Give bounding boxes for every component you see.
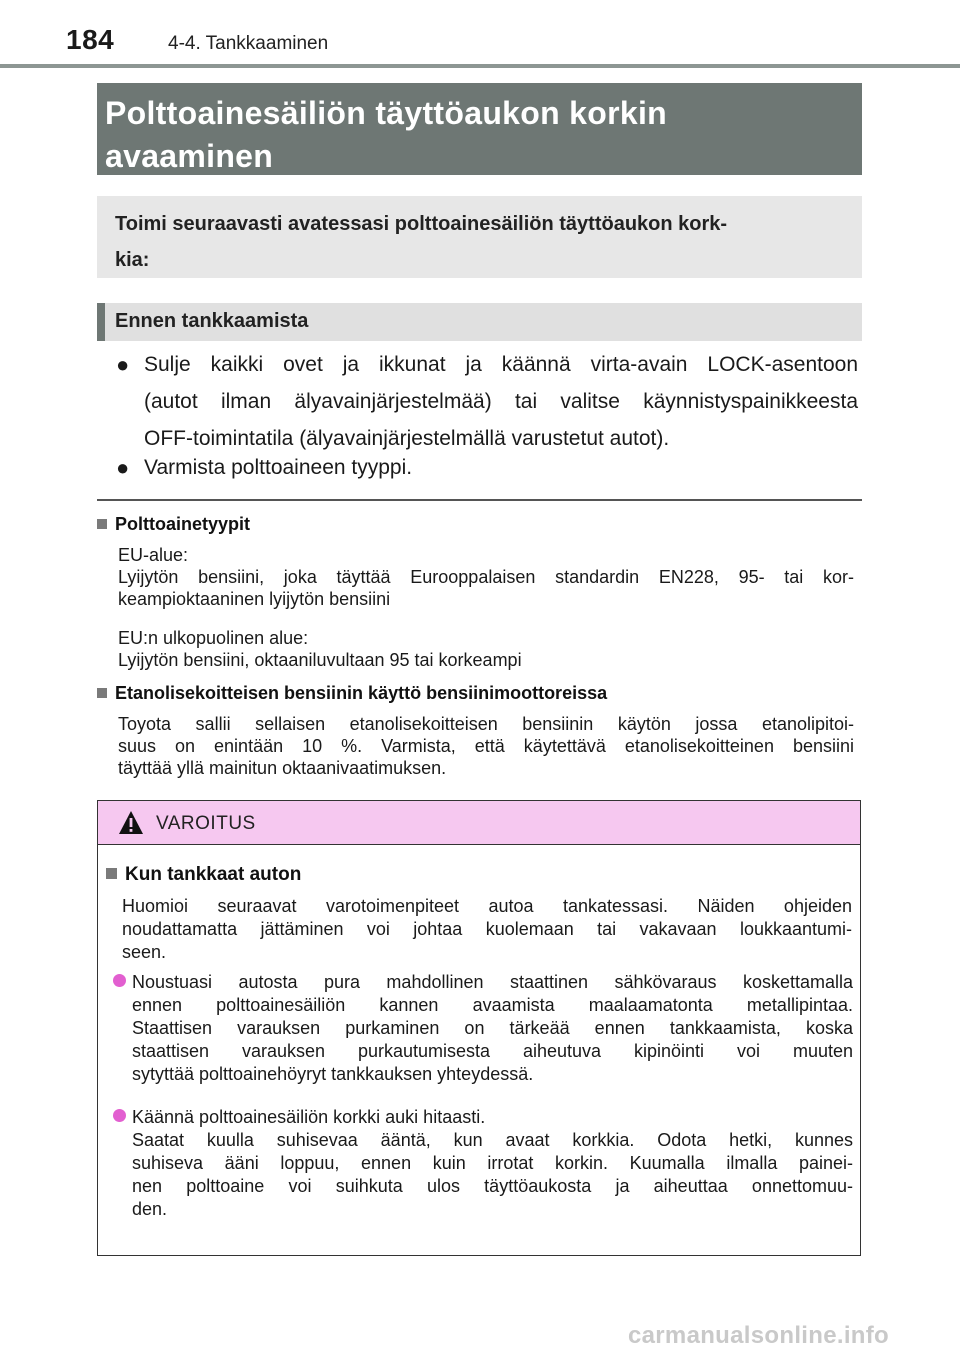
before-refuel-heading-text: Ennen tankkaamista [115,310,309,332]
square-bullet-icon [97,688,107,698]
fuel-types-heading [97,514,250,535]
paragraph-line: suus on enintään 10 %. Varmista, että käytettävä etanolisekoitteinen bensiini [118,736,854,756]
before-refuel-bullet [116,449,858,486]
header-divider [0,64,960,68]
bullet-dot-icon: ● [116,352,130,377]
bullet-dot-icon: ● [116,455,130,480]
intro-line: kia: [115,249,150,271]
paragraph-line: seen. [122,942,167,962]
ethanol-paragraph [118,713,854,779]
paragraph-line: noudattamatta jättäminen voi johtaa kuolemaan tai vakavaan loukkaantumi- [122,919,852,939]
warning-header [98,801,860,845]
eu-fuel-paragraph [118,544,854,610]
intro-text [115,206,844,278]
paragraph-line: suhiseva ääni loppuu, ennen kuin irrotat korkin. Kuumalla ilmalla painei- [132,1153,853,1173]
paragraph-line: den. [132,1199,168,1219]
warning-bullet-text [132,1106,853,1221]
warning-intro [122,895,852,964]
section-divider [97,499,862,501]
warning-label: VAROITUS [156,813,256,834]
ethanol-heading-text: Etanolisekoitteisen bensiinin käyttö bensiinimoottoreissa [115,683,608,703]
watermark: carmanualsonline.info [628,1322,890,1349]
paragraph-line: Staattisen varauksen purkaminen on tärkeää ennen tankkaamista, koska [132,1018,853,1038]
page-title-line: Polttoainesäiliön täyttöaukon korkin [105,95,667,131]
warning-bullet [105,1106,853,1221]
paragraph-line: Lyijytön bensiini, joka täyttää Eurooppalaisen standardin EN228, 95- tai kor- [118,567,854,587]
pink-bullet-icon [113,1109,126,1122]
paragraph-line: Huomioi seuraavat varotoimenpiteet autoa tankatessasi. Näiden ohjeiden [122,896,852,916]
title-banner [97,83,862,175]
paragraph-line: täyttää yllä mainitun oktaanivaatimuksen. [118,758,447,778]
bullet-text [144,449,858,486]
warning-bullet [105,971,853,1086]
bullet-text [144,346,858,457]
paragraph-line: Saatat kuulla suhisevaa ääntä, kun avaat korkkia. Odota hetki, kunnes [132,1130,853,1150]
paragraph-line: ennen polttoainesäiliön kannen avaamista maalaamatonta metallipintaa. [132,995,853,1015]
fuel-types-heading-text: Polttoainetyypit [115,514,251,534]
warning-bullet-text [132,971,853,1086]
warning-subheading [106,864,301,886]
paragraph-line: EU-alue: [118,545,189,565]
intro-line: Toimi seuraavasti avatessasi polttoainesäiliön täyttöaukon kork- [115,213,728,235]
square-bullet-icon [97,519,107,529]
paragraph-line: Käännä polttoainesäiliön korkki auki hitaasti. [132,1107,486,1127]
paragraph-line: sytyttää polttoainehöyryt tankkauksen yhteydessä. [132,1064,534,1084]
bullet-line: Sulje kaikki ovet ja ikkunat ja käännä virta-avain LOCK-asentoon [144,353,858,376]
bullet-line: OFF-toimintatila (älyavainjärjestelmällä varustetut autot). [144,427,670,450]
paragraph-line: nen polttoaine voi suihkuta ulos täyttöaukosta ja aiheuttaa onnettomuu- [132,1176,853,1196]
warning-subheading-text: Kun tankkaat auton [125,864,302,885]
page-title-line: avaaminen [105,138,274,174]
ethanol-heading [97,683,607,704]
page-number: 184 [66,24,115,55]
intro-box [97,196,862,278]
paragraph-line: staattisen varauksen purkautumisesta aiheutuva kipinöinti voi muuten [132,1041,853,1061]
heading-accent-bar [97,303,105,341]
section-label: 4-4. Tankkaaminen [168,33,329,54]
before-refuel-heading [97,303,862,341]
paragraph-line: Noustuasi autosta pura mahdollinen staattinen sähkövaraus koskettamalla [132,972,853,992]
bullet-line: (autot ilman älyavainjärjestelmää) tai valitse käynnistyspainikkeesta [144,390,858,413]
before-refuel-bullet [116,346,858,457]
warning-triangle-icon [118,810,144,836]
bullet-line: Varmista polttoaineen tyyppi. [144,456,413,479]
pink-bullet-icon [113,974,126,987]
square-bullet-icon [106,868,117,879]
non-eu-fuel-paragraph [118,627,854,671]
paragraph-line: keampioktaaninen lyijytön bensiini [118,589,391,609]
paragraph-line: Lyijytön bensiini, oktaaniluvultaan 95 tai korkeampi [118,650,522,670]
paragraph-line: EU:n ulkopuolinen alue: [118,628,309,648]
page-title [105,92,854,178]
paragraph-line: Toyota sallii sellaisen etanolisekoitteisen bensiinin käytön jossa etanolipitoi- [118,714,854,734]
